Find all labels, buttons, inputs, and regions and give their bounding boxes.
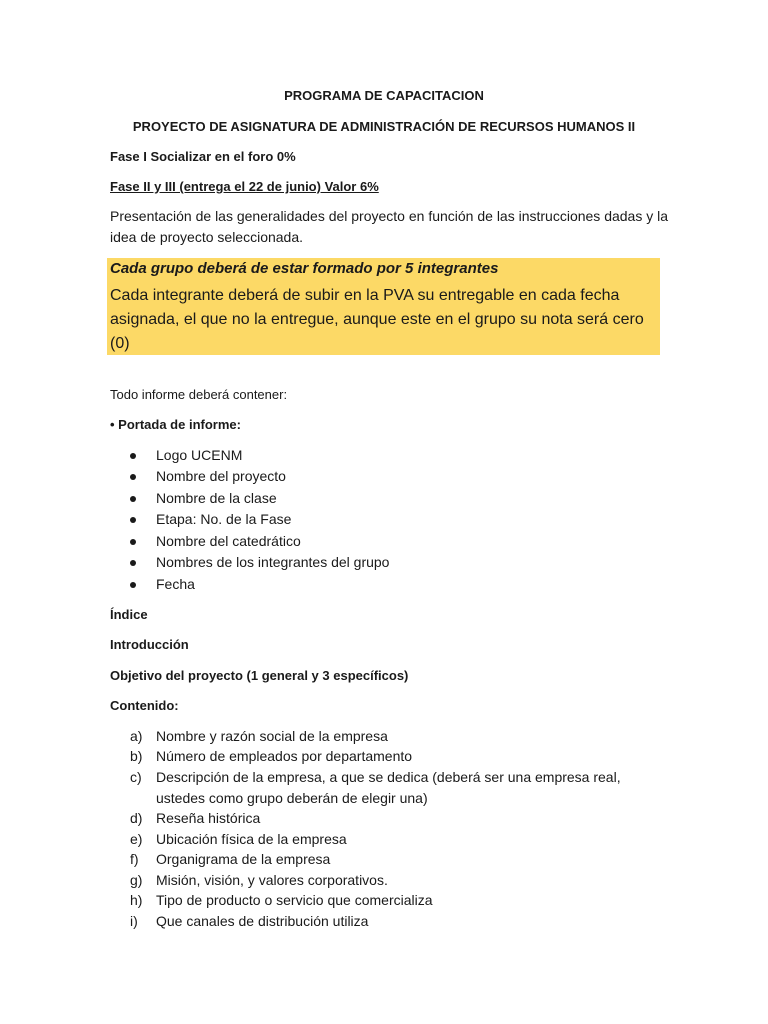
phase-1-heading: Fase I Socializar en el foro 0% [110, 149, 296, 164]
report-intro: Todo informe deberá contener: [110, 387, 288, 402]
bullet-icon [130, 539, 136, 545]
list-item: b) Número de empleados por departamento [130, 748, 413, 764]
list-item: d) Reseña histórica [130, 810, 261, 826]
list-item: a) Nombre y razón social de la empresa [130, 728, 388, 744]
list-item: h) Tipo de producto o servicio que comercializa [130, 892, 433, 908]
bullet-icon [130, 453, 136, 459]
highlight-title: Cada grupo deberá de estar formado por 5 integrantes [110, 260, 499, 277]
list-item: f) Organigrama de la empresa [130, 851, 331, 867]
intro-paragraph: Presentación de las generalidades del proyecto en función de las instrucciones dadas y la idea de proyecto seleccionada. [110, 208, 669, 245]
bullet-icon [130, 560, 136, 566]
bullet-icon [130, 517, 136, 523]
document-page: PROGRAMA DE CAPACITACION PROYECTO DE ASIGNATURA DE ADMINISTRACIÓN DE RECURSOS HUMANOS II Fase I Socializar en el foro 0% Fase II y III (entrega el 22 de junio) Valor 6% Presentación de las generalidades del proyecto en función de las instrucciones dadas y la idea de proyecto seleccionada. Cada grupo deberá de estar formado por 5 integrantes Cada integrante deberá de subir en la PVA su entregable en cada fecha asignada, el que no la entregue, aunque este en el grupo su nota será cero (0) Todo informe deberá contener: • Portada de informe: Logo UCENM Nombre del proyecto Nombre de la clase Etapa: No. de la Fase Nombre del catedrático Nombres de los integrantes del grupo Fecha Índice Introducción Objetivo del proyecto (1 general y 3 específicos) Contenido: a) Nombre y razón social de la empresa b) Número de empleados por departamento c) Descripción de la empresa, a que se dedica (deberá ser una empresa real, ustedes como grupo deberán de elegir una) d) Reseña histórica e) Ubicación física de la empresa f) Organigrama de la empresa g) Misión, visión, y valores corporativos. h) Tipo de producto o servicio que comercializa i) Que canales de distribución utiliza [0, 0, 768, 1024]
phase-2-heading: Fase II y III (entrega el 22 de junio) Valor 6% [110, 179, 379, 194]
list-item: i) Que canales de distribución utiliza [130, 913, 369, 929]
objective-heading: Objetivo del proyecto (1 general y 3 específicos) [110, 668, 409, 683]
introduction-heading: Introducción [110, 637, 189, 652]
bullet-icon [130, 474, 136, 480]
list-item: c) Descripción de la empresa, a que se dedica (deberá ser una empresa real, ustedes como grupo deberán de elegir una) [130, 769, 621, 806]
bullet-icon [130, 582, 136, 588]
program-title: PROGRAMA DE CAPACITACION [284, 88, 484, 103]
highlight-body: Cada integrante deberá de subir en la PVA su entregable en cada fecha asignada, el que no la entregue, aunque este en el grupo su nota será cero (0) [110, 287, 644, 352]
content-heading: Contenido: [110, 698, 179, 713]
bullet-icon [130, 496, 136, 502]
cover-heading: • Portada de informe: [110, 417, 241, 432]
list-item: e) Ubicación física de la empresa [130, 831, 347, 847]
project-title: PROYECTO DE ASIGNATURA DE ADMINISTRACIÓN DE RECURSOS HUMANOS II [132, 119, 636, 134]
index-heading: Índice [110, 607, 148, 622]
list-item: g) Misión, visión, y valores corporativos. [130, 872, 388, 888]
